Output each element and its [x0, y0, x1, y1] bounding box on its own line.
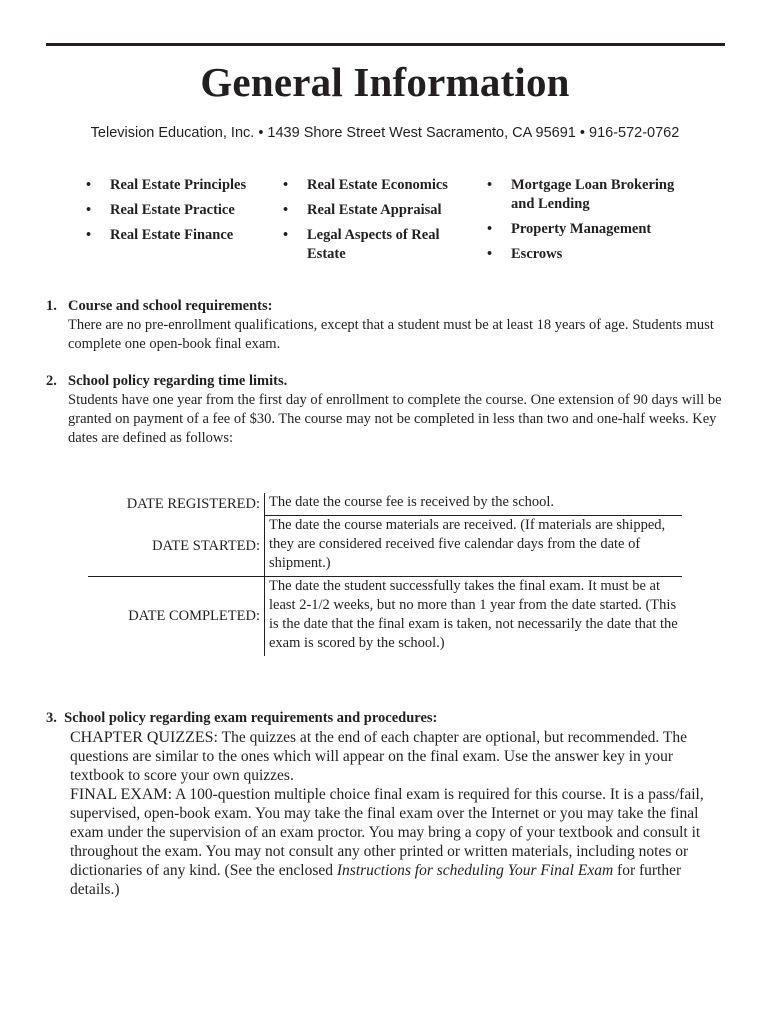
list-item: • Property Management: [487, 221, 652, 237]
section-2: [46, 372, 726, 448]
date-description: The date the student successfully takes the final exam. It must be at least 2-1/2 weeks, but no more than 1 year from the date started. (This is the date that the final exam is taken, not necessarily the date that the exam is scored by the school.): [264, 577, 682, 656]
date-label: DATE COMPLETED:: [128, 608, 260, 624]
course-list-col3: [487, 176, 687, 270]
section-3: [46, 709, 726, 899]
table-row: [88, 516, 682, 577]
section-text: Students have one year from the first day of enrollment to complete the course. One extension of 90 days will be granted on payment of a fee of $30. The course may not be completed in less than two and one-half weeks. Key dates are defined as follows:: [68, 392, 722, 446]
section-heading: 1. Course and school requirements:: [46, 298, 273, 314]
key-dates-table: [88, 493, 682, 656]
list-item: • Real Estate Finance: [86, 227, 234, 243]
date-description: The date the course materials are received. (If materials are shipped, they are considered received five calendar days from the date of shipment.): [264, 516, 682, 576]
list-item: • Real Estate Economics: [283, 177, 448, 193]
section-1: [46, 297, 726, 354]
course-list-col1: [86, 176, 266, 251]
date-description: The date the course fee is received by the school.: [264, 493, 682, 516]
section-text: [46, 728, 726, 899]
list-item: • Mortgage Loan Brokering and Lending: [487, 177, 675, 212]
contact-line: Television Education, Inc. • 1439 Shore Street West Sacramento, CA 95691 • 916-572-0762: [90, 125, 680, 141]
list-item: • Real Estate Practice: [86, 202, 235, 218]
list-item: • Escrows: [487, 246, 563, 262]
course-list-col2: [283, 176, 468, 270]
table-row: [88, 577, 682, 656]
list-item: • Legal Aspects of Real Estate: [283, 227, 440, 262]
section-heading: 3. School policy regarding exam requirements and procedures:: [46, 710, 438, 726]
list-item: • Real Estate Appraisal: [283, 202, 442, 218]
table-row: [88, 493, 682, 516]
date-label: DATE STARTED:: [152, 537, 260, 554]
instructions-title: Instructions for scheduling Your Final Exam: [336, 862, 614, 879]
date-label: DATE REGISTERED:: [126, 496, 260, 512]
final-exam-paragraph: FINAL EXAM: A 100-question multiple choice final exam is required for this course. It is a pass/fail, supervised, open-book exam. You may take the final exam over the Internet or you may take the final exam under the supervision of an exam proctor. You may bring a copy of your textbook and consult it throughout the exam. You may not consult any other printed or written materials, including notes or dictionaries of any kind. (See the enclosed Instructions for scheduling Your Final Exam for further details.): [70, 786, 704, 898]
section-heading: 2. School policy regarding time limits.: [46, 373, 288, 389]
chapter-quizzes-paragraph: CHAPTER QUIZZES: The quizzes at the end of each chapter are optional, but recommended. The questions are similar to the ones which will appear on the final exam. Use the answer key in your textbook to score your own quizzes.: [70, 729, 687, 784]
list-item: • Real Estate Principles: [86, 177, 247, 193]
page-title: General Information: [200, 59, 570, 105]
section-text: There are no pre-enrollment qualifications, except that a student must be at least 18 years of age. Students must complete one open-book final exam.: [68, 317, 714, 352]
top-rule: [46, 43, 725, 46]
